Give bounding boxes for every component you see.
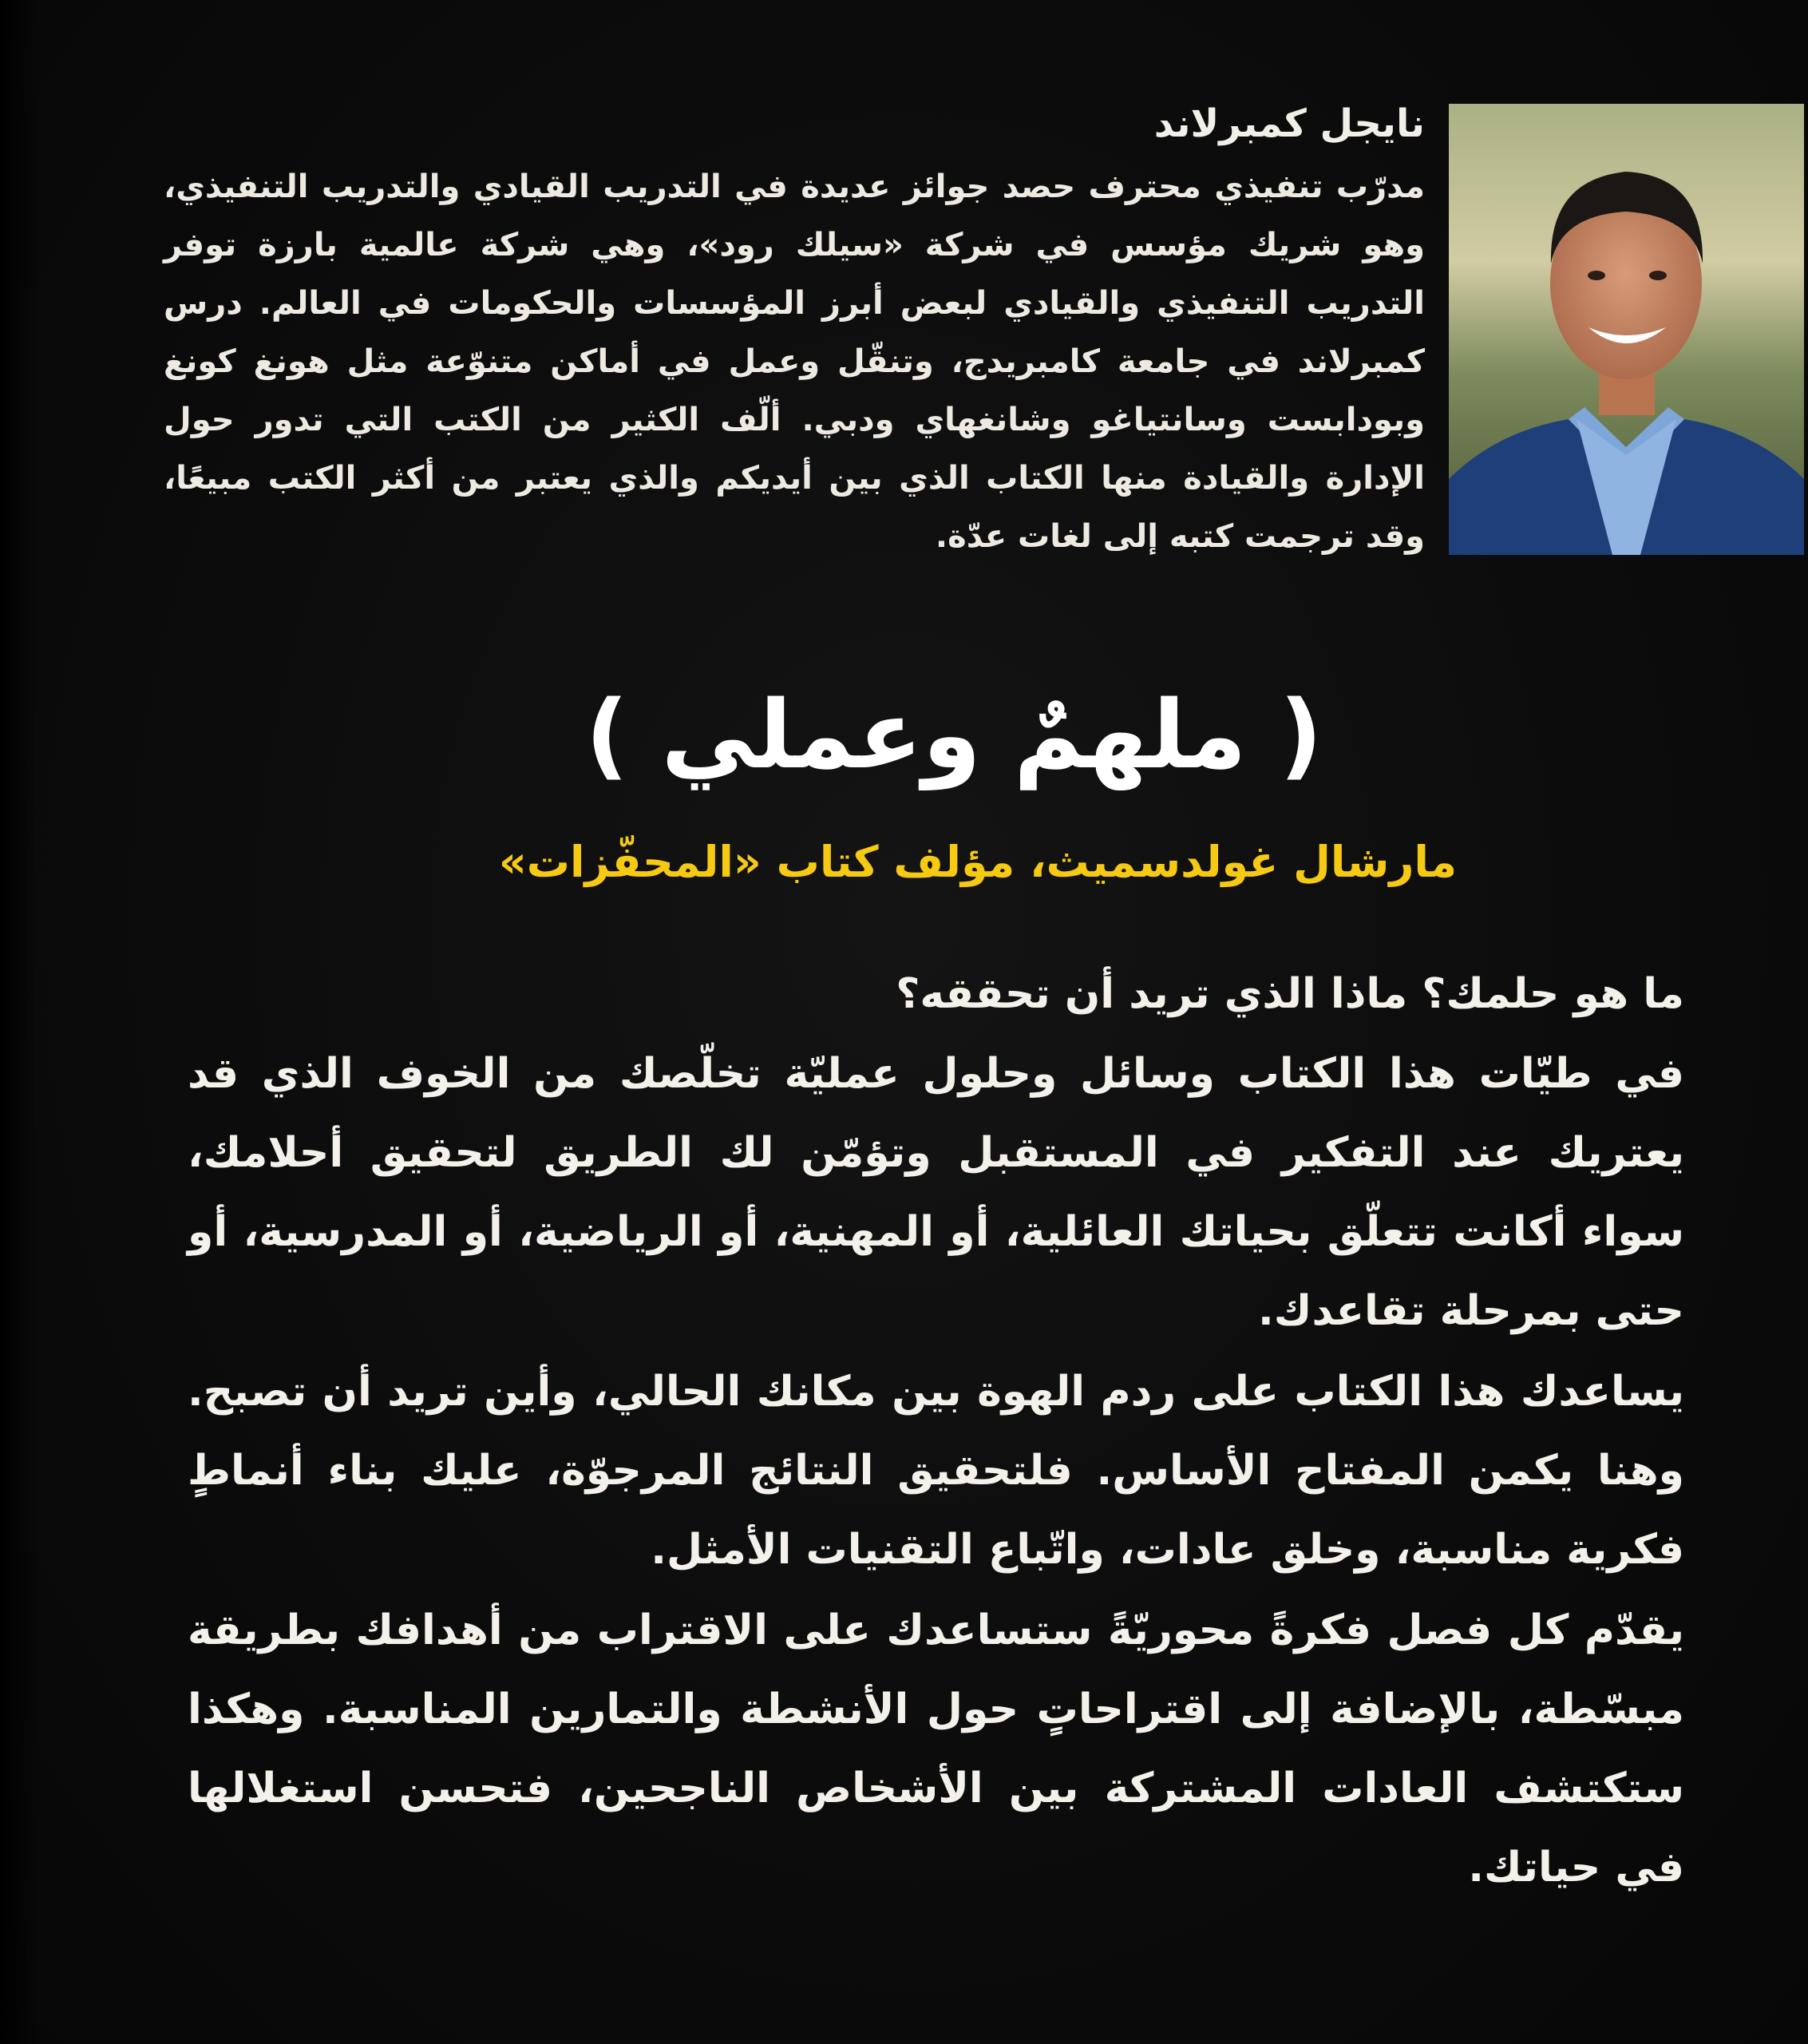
author-portrait-icon — [1449, 104, 1804, 555]
lead-question: ما هو حلمك؟ ماذا الذي تريد أن تحققه؟ — [896, 970, 1684, 1018]
author-section — [164, 96, 1425, 566]
book-description — [188, 958, 1684, 1907]
description-paragraph: في طيّات هذا الكتاب وسائل وحلول عمليّة تخلّصك من الخوف الذي قد يعتريك عند التفكير في المستقبل وتؤمّن لك الطريق لتحقيق أحلامك، سواء أكانت تتعلّق بحياتك العائلية، أو المهنية، أو الرياضية، أو المدرسية، أو حتى بمرحلة تقاعدك. — [188, 1050, 1684, 1335]
cover-edge-shadow — [0, 0, 40, 2044]
author-bio: مدرّب تنفيذي محترف حصد جوائز عديدة في التدريب القيادي والتدريب التنفيذي، وهو شريك مؤسس في شركة «سيلك رود»، وهي شركة عالمية بارزة توفر التدريب التنفيذي والقيادي لبعض أبرز المؤسسات والحكومات في العالم. درس كمبرلاند في جامعة كامبريدج، وتنقّل وعمل في أماكن متنوّعة مثل هونغ كونغ وبودابست وسانتياغو وشانغهاي ودبي. ألّف الكثير من الكتب التي تدور حول الإدارة والقيادة منها الكتاب الذي بين أيديكم والذي يعتبر من أكثر الكتب مبيعًا، وقد ترجمت كتبه إلى لغات عدّة. — [164, 168, 1425, 555]
description-paragraph: يساعدك هذا الكتاب على ردم الهوة بين مكانك الحالي، وأين تريد أن تصبح. وهنا يكمن المفتاح الأساس. فلتحقيق النتائج المرجوّة، عليك بناء أنماطٍ فكرية مناسبة، وخلق عادات، واتّباع التقنيات الأمثل. — [188, 1368, 1684, 1574]
author-photo — [1449, 104, 1804, 555]
description-paragraph: يقدّم كل فصل فكرةً محوريّةً ستساعدك على الاقتراب من أهدافك بطريقة مبسّطة، بالإضافة إلى اقتراحاتٍ حول الأنشطة والتمارين المناسبة. وهكذا ستكتشف العادات المشتركة بين الأشخاص الناجحين، فتحسن استغلالها في حياتك. — [188, 1606, 1684, 1891]
author-name: نايجل كمبرلاند — [1153, 101, 1425, 146]
endorsement-attribution: مارشال غولدسميث، مؤلف كتاب «المحفّزات» — [498, 837, 1458, 887]
blurb-title: ( ملهمٌ وعملي ) — [585, 679, 1323, 790]
